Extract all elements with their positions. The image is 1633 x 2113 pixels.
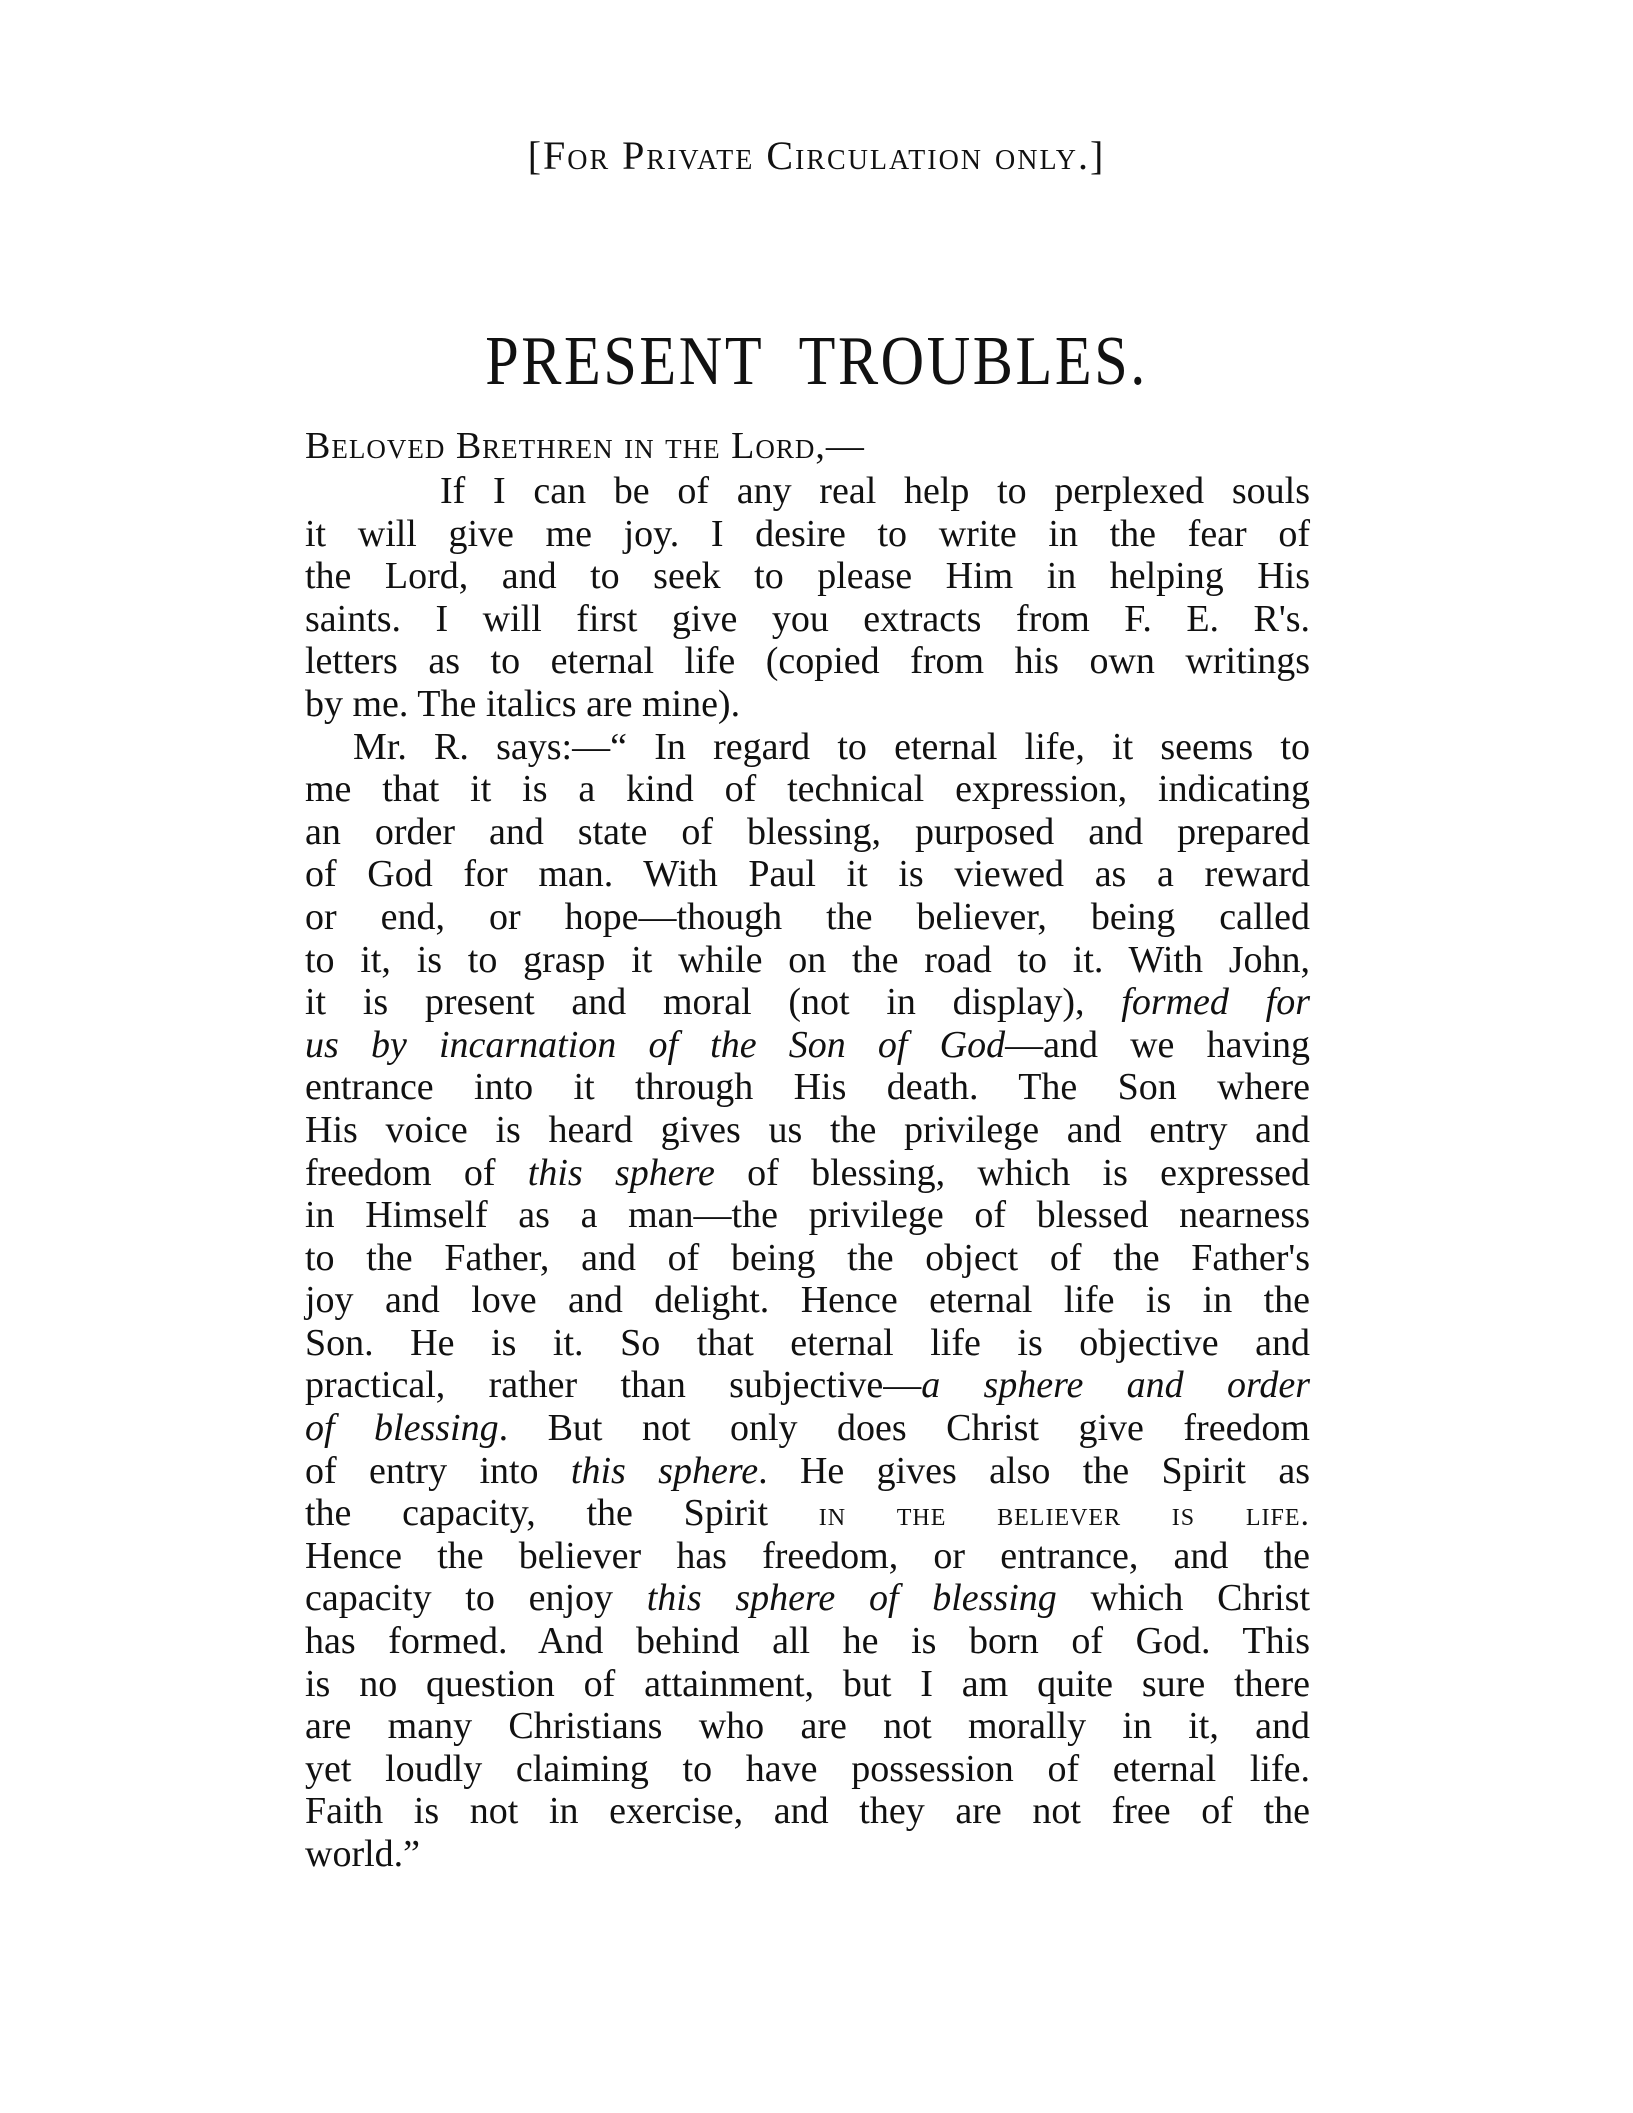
text-line — [305, 1024, 1310, 1067]
text-segment: If I can be of any real help to perplexed souls — [440, 470, 1310, 512]
body-text — [305, 470, 1310, 1876]
italic-text: us by incarnation of the Son of God — [305, 1023, 1006, 1066]
text-line — [305, 1407, 1310, 1450]
text-segment: which Christ — [1056, 1577, 1310, 1620]
text-line — [305, 513, 1310, 556]
text-segment: yet loudly claiming to have possession of eternal life. — [305, 1747, 1310, 1790]
text-line — [305, 1535, 1310, 1578]
text-line — [305, 853, 1310, 896]
text-segment: to the Father, and of being the object of the Father's — [305, 1236, 1310, 1279]
italic-text: a sphere and order — [921, 1364, 1310, 1407]
text-segment: freedom of — [305, 1151, 528, 1194]
text-line — [305, 768, 1310, 811]
text-segment: Son. He is it. So that eternal life is objective and — [305, 1321, 1310, 1364]
italic-text: this sphere — [570, 1449, 759, 1492]
text-line — [305, 1279, 1310, 1322]
text-segment: the capacity, the Spirit — [305, 1492, 819, 1535]
text-segment: to it, is to grasp it while on the road to it. With John, — [305, 938, 1310, 981]
text-segment: . He gives also the Spirit as — [758, 1449, 1310, 1492]
text-segment: the Lord, and to seek to please Him in helping His — [305, 555, 1310, 598]
text-line — [305, 555, 1310, 598]
small-caps-text: in the believer is life. — [818, 1496, 1310, 1534]
italic-text: this sphere — [527, 1151, 715, 1194]
text-segment: me that it is a kind of technical expression, indicating — [305, 768, 1310, 811]
text-line — [305, 683, 1310, 726]
text-line — [305, 1194, 1310, 1237]
text-line — [305, 640, 1310, 683]
page-title — [114, 322, 1518, 402]
text-segment: joy and love and delight. Hence eternal life is in the — [305, 1279, 1310, 1322]
text-segment: . But not only does Christ give freedom — [498, 1407, 1310, 1450]
text-segment: Mr. R. says:—“ In regard to eternal life, it seems to — [353, 725, 1310, 768]
text-segment: saints. I will first give you extracts from F. E. R's. — [305, 597, 1310, 640]
text-line — [305, 1237, 1310, 1280]
text-line — [305, 1663, 1310, 1706]
text-line — [305, 1364, 1310, 1407]
text-segment: Hence the believer has freedom, or entrance, and the — [305, 1534, 1310, 1577]
text-segment: it is present and moral (not in display), — [305, 981, 1122, 1024]
text-line — [305, 1577, 1310, 1620]
title-word: PRESENT — [485, 323, 765, 400]
text-segment: in Himself as a man—the privilege of blessed nearness — [305, 1194, 1310, 1237]
italic-text: formed for — [1121, 981, 1310, 1024]
text-line — [305, 1790, 1310, 1833]
text-line — [305, 981, 1310, 1024]
text-segment: or end, or hope—though the believer, being called — [305, 895, 1310, 938]
text-segment: by me. The italics are mine). — [305, 682, 741, 725]
text-line — [305, 896, 1310, 939]
text-line — [305, 1109, 1310, 1152]
text-segment: entrance into it through His death. The Son where — [305, 1066, 1310, 1109]
text-segment: of entry into — [305, 1449, 571, 1492]
italic-text: of blessing — [305, 1407, 499, 1450]
circulation-note: [For Private Circulation only.] — [527, 133, 1106, 178]
text-line — [305, 1450, 1310, 1493]
text-line — [305, 1322, 1310, 1365]
text-segment: of blessing, which is expressed — [714, 1151, 1310, 1194]
text-segment: of God for man. With Paul it is viewed as a reward — [305, 853, 1310, 896]
text-line — [305, 1748, 1310, 1791]
text-segment: an order and state of blessing, purposed and prepared — [305, 810, 1310, 853]
text-segment: His voice is heard gives us the privilege and entry and — [305, 1108, 1310, 1151]
salutation: Beloved Brethren in the Lord,— — [305, 425, 865, 467]
text-segment: practical, rather than subjective— — [305, 1364, 922, 1407]
text-line — [305, 726, 1310, 769]
text-line — [305, 939, 1310, 982]
text-segment: —and we having — [1005, 1023, 1310, 1066]
text-line — [305, 811, 1310, 854]
text-line — [305, 1492, 1310, 1535]
italic-text: this sphere of blessing — [646, 1577, 1057, 1620]
text-segment: it will give me joy. I desire to write in the fear of — [305, 512, 1310, 555]
text-segment: is no question of attainment, but I am quite sure there — [305, 1662, 1310, 1705]
text-line — [305, 598, 1310, 641]
text-line — [305, 1833, 1310, 1876]
text-segment: Faith is not in exercise, and they are not free of the — [305, 1790, 1310, 1833]
text-segment: capacity to enjoy — [305, 1577, 647, 1620]
text-segment: has formed. And behind all he is born of God. This — [305, 1620, 1310, 1663]
text-line — [305, 1705, 1310, 1748]
text-line — [305, 1066, 1310, 1109]
title-word: TROUBLES. — [798, 323, 1148, 400]
text-segment: world.” — [305, 1833, 421, 1875]
text-segment: are many Christians who are not morally in it, and — [305, 1705, 1310, 1748]
text-segment: letters as to eternal life (copied from his own writings — [305, 640, 1310, 683]
text-line — [305, 470, 1310, 513]
text-line — [305, 1620, 1310, 1663]
text-line — [305, 1152, 1310, 1195]
